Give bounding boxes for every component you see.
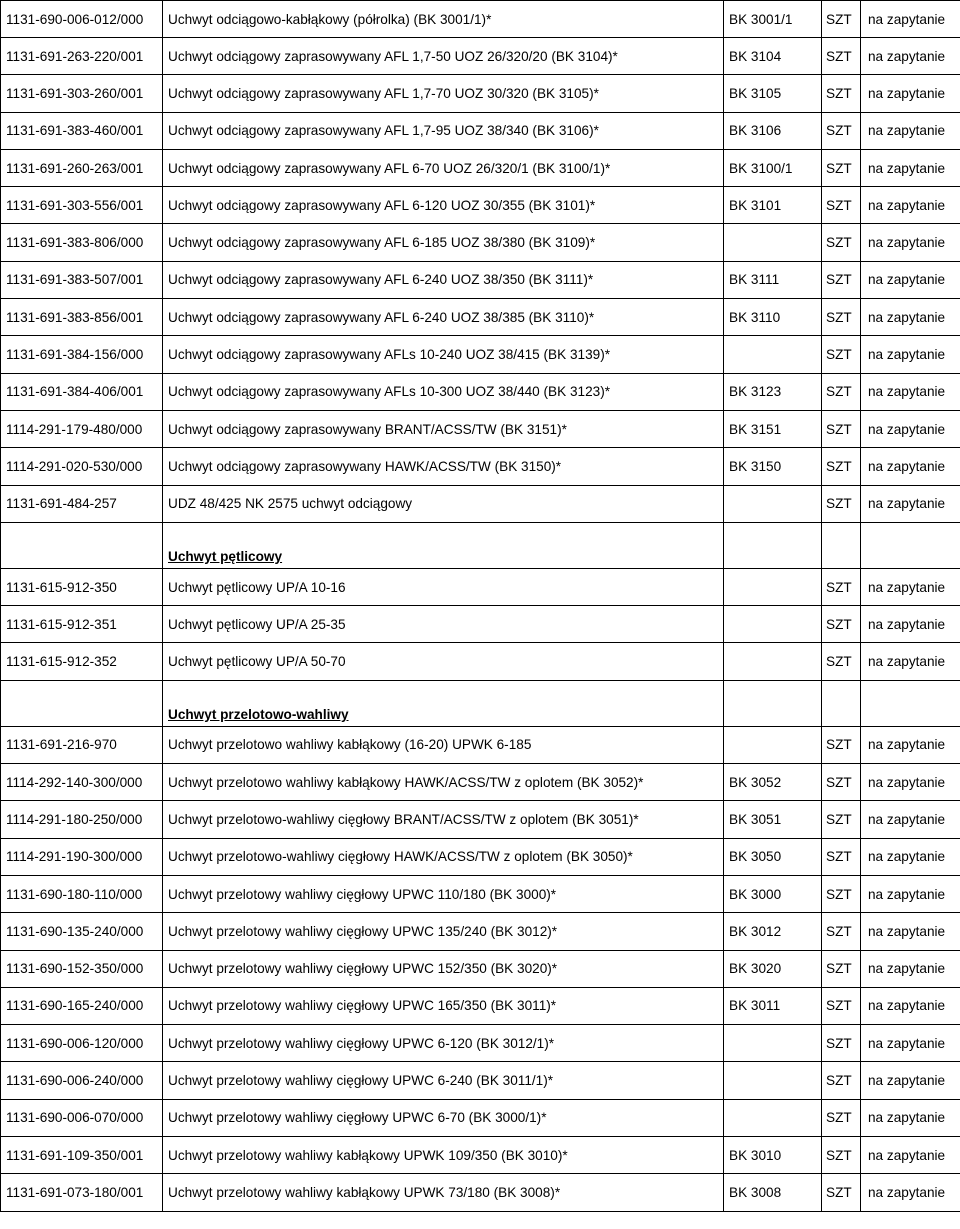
product-name-cell: Uchwyt przelotowo-wahliwy cięgłowy HAWK/ACSS/TW z oplotem (BK 3050)* xyxy=(163,838,724,875)
availability-cell: na zapytanie xyxy=(861,838,960,875)
availability-cell: na zapytanie xyxy=(861,913,960,950)
product-name-cell: Uchwyt pętlicowy UP/A 10-16 xyxy=(163,568,724,605)
product-name-cell: Uchwyt przelotowy wahliwy cięgłowy UPWC 152/350 (BK 3020)* xyxy=(163,950,724,987)
table-row xyxy=(1,373,960,410)
availability-cell: na zapytanie xyxy=(861,149,960,186)
availability-cell: na zapytanie xyxy=(861,1062,960,1099)
unit-cell: SZT xyxy=(822,224,861,261)
product-name-cell: Uchwyt przelotowy wahliwy cięgłowy UPWC 6-240 (BK 3011/1)* xyxy=(163,1062,724,1099)
availability-cell: na zapytanie xyxy=(861,38,960,75)
availability-cell: na zapytanie xyxy=(861,224,960,261)
table-row xyxy=(1,1025,960,1062)
empty-cell xyxy=(724,522,822,568)
unit-cell: SZT xyxy=(822,485,861,522)
unit-cell: SZT xyxy=(822,299,861,336)
section-header-row xyxy=(1,680,960,726)
unit-cell: SZT xyxy=(822,261,861,298)
table-row xyxy=(1,224,960,261)
reference-cell xyxy=(724,485,822,522)
table-row xyxy=(1,726,960,763)
reference-cell xyxy=(724,224,822,261)
availability-cell: na zapytanie xyxy=(861,75,960,112)
unit-cell: SZT xyxy=(822,643,861,680)
section-header-row xyxy=(1,522,960,568)
unit-cell: SZT xyxy=(822,448,861,485)
unit-cell: SZT xyxy=(822,950,861,987)
product-name-cell: Uchwyt przelotowy wahliwy kabłąkowy UPWK 109/350 (BK 3010)* xyxy=(163,1137,724,1174)
table-row xyxy=(1,913,960,950)
reference-cell: BK 3123 xyxy=(724,373,822,410)
empty-cell xyxy=(1,522,163,568)
product-name-cell: Uchwyt przelotowy wahliwy cięgłowy UPWC 165/350 (BK 3011)* xyxy=(163,987,724,1024)
reference-cell: BK 3011 xyxy=(724,987,822,1024)
product-code-cell: 1114-291-180-250/000 xyxy=(1,801,163,838)
table-row xyxy=(1,643,960,680)
availability-cell: na zapytanie xyxy=(861,112,960,149)
availability-cell: na zapytanie xyxy=(861,410,960,447)
empty-cell xyxy=(1,680,163,726)
availability-cell: na zapytanie xyxy=(861,448,960,485)
table-row xyxy=(1,187,960,224)
unit-cell: SZT xyxy=(822,410,861,447)
product-code-cell: 1131-690-135-240/000 xyxy=(1,913,163,950)
product-name-cell: Uchwyt odciągowy zaprasowywany HAWK/ACSS/TW (BK 3150)* xyxy=(163,448,724,485)
availability-cell: na zapytanie xyxy=(861,1137,960,1174)
product-name-cell: Uchwyt przelotowy wahliwy cięgłowy UPWC 6-120 (BK 3012/1)* xyxy=(163,1025,724,1062)
table-row xyxy=(1,606,960,643)
product-name-cell: Uchwyt odciągowy zaprasowywany AFL 1,7-70 UOZ 30/320 (BK 3105)* xyxy=(163,75,724,112)
unit-cell: SZT xyxy=(822,1099,861,1136)
unit-cell: SZT xyxy=(822,987,861,1024)
table-row xyxy=(1,1174,960,1211)
product-code-cell: 1114-291-020-530/000 xyxy=(1,448,163,485)
reference-cell: BK 3151 xyxy=(724,410,822,447)
reference-cell: BK 3051 xyxy=(724,801,822,838)
table-row xyxy=(1,1062,960,1099)
reference-cell: BK 3105 xyxy=(724,75,822,112)
reference-cell xyxy=(724,643,822,680)
reference-cell: BK 3012 xyxy=(724,913,822,950)
unit-cell: SZT xyxy=(822,801,861,838)
product-code-cell: 1131-615-912-352 xyxy=(1,643,163,680)
product-name-cell: Uchwyt odciągowy zaprasowywany AFL 6-240 UOZ 38/350 (BK 3111)* xyxy=(163,261,724,298)
table-row xyxy=(1,568,960,605)
product-name-cell: Uchwyt odciągowy zaprasowywany AFL 6-70 UOZ 26/320/1 (BK 3100/1)* xyxy=(163,149,724,186)
empty-cell xyxy=(822,522,861,568)
unit-cell: SZT xyxy=(822,568,861,605)
availability-cell: na zapytanie xyxy=(861,875,960,912)
unit-cell: SZT xyxy=(822,1025,861,1062)
reference-cell: BK 3000 xyxy=(724,875,822,912)
reference-cell xyxy=(724,568,822,605)
product-code-cell: 1131-691-384-406/001 xyxy=(1,373,163,410)
empty-cell xyxy=(861,680,960,726)
availability-cell: na zapytanie xyxy=(861,1,960,38)
reference-cell: BK 3100/1 xyxy=(724,149,822,186)
reference-cell xyxy=(724,1025,822,1062)
table-row xyxy=(1,950,960,987)
unit-cell: SZT xyxy=(822,112,861,149)
availability-cell: na zapytanie xyxy=(861,726,960,763)
product-code-cell: 1131-691-073-180/001 xyxy=(1,1174,163,1211)
reference-cell: BK 3052 xyxy=(724,764,822,801)
product-code-cell: 1131-691-109-350/001 xyxy=(1,1137,163,1174)
empty-cell xyxy=(861,522,960,568)
product-code-cell: 1131-691-383-507/001 xyxy=(1,261,163,298)
reference-cell xyxy=(724,1062,822,1099)
product-code-cell: 1131-690-180-110/000 xyxy=(1,875,163,912)
product-name-cell: Uchwyt odciągowy zaprasowywany AFLs 10-240 UOZ 38/415 (BK 3139)* xyxy=(163,336,724,373)
unit-cell: SZT xyxy=(822,1174,861,1211)
availability-cell: na zapytanie xyxy=(861,801,960,838)
product-code-cell: 1131-691-303-260/001 xyxy=(1,75,163,112)
product-code-cell: 1131-690-006-240/000 xyxy=(1,1062,163,1099)
unit-cell: SZT xyxy=(822,373,861,410)
product-name-cell: Uchwyt przelotowy wahliwy kabłąkowy UPWK 73/180 (BK 3008)* xyxy=(163,1174,724,1211)
product-name-cell: UDZ 48/425 NK 2575 uchwyt odciągowy xyxy=(163,485,724,522)
availability-cell: na zapytanie xyxy=(861,643,960,680)
product-name-cell: Uchwyt przelotowo wahliwy kabłąkowy HAWK/ACSS/TW z oplotem (BK 3052)* xyxy=(163,764,724,801)
table-row xyxy=(1,485,960,522)
product-code-cell: 1131-691-484-257 xyxy=(1,485,163,522)
reference-cell xyxy=(724,336,822,373)
product-code-cell: 1131-690-006-120/000 xyxy=(1,1025,163,1062)
product-name-cell: Uchwyt przelotowy wahliwy cięgłowy UPWC 110/180 (BK 3000)* xyxy=(163,875,724,912)
product-name-cell: Uchwyt odciągowy zaprasowywany AFL 6-185 UOZ 38/380 (BK 3109)* xyxy=(163,224,724,261)
table-row xyxy=(1,410,960,447)
product-name-cell: Uchwyt przelotowy wahliwy cięgłowy UPWC 6-70 (BK 3000/1)* xyxy=(163,1099,724,1136)
unit-cell: SZT xyxy=(822,838,861,875)
reference-cell: BK 3101 xyxy=(724,187,822,224)
empty-cell xyxy=(822,680,861,726)
product-code-cell: 1131-691-384-156/000 xyxy=(1,336,163,373)
product-code-cell: 1131-690-152-350/000 xyxy=(1,950,163,987)
reference-cell xyxy=(724,726,822,763)
product-code-cell: 1114-291-179-480/000 xyxy=(1,410,163,447)
availability-cell: na zapytanie xyxy=(861,261,960,298)
table-row xyxy=(1,112,960,149)
reference-cell: BK 3010 xyxy=(724,1137,822,1174)
unit-cell: SZT xyxy=(822,764,861,801)
product-code-cell: 1131-691-260-263/001 xyxy=(1,149,163,186)
product-name-cell: Uchwyt odciągowy zaprasowywany AFL 1,7-95 UOZ 38/340 (BK 3106)* xyxy=(163,112,724,149)
product-name-cell: Uchwyt odciągowo-kabłąkowy (półrolka) (BK 3001/1)* xyxy=(163,1,724,38)
reference-cell: BK 3110 xyxy=(724,299,822,336)
unit-cell: SZT xyxy=(822,875,861,912)
section-title: Uchwyt przelotowo-wahliwy xyxy=(163,680,724,726)
unit-cell: SZT xyxy=(822,75,861,112)
reference-cell: BK 3104 xyxy=(724,38,822,75)
availability-cell: na zapytanie xyxy=(861,1099,960,1136)
availability-cell: na zapytanie xyxy=(861,1025,960,1062)
product-name-cell: Uchwyt odciągowy zaprasowywany AFL 6-240 UOZ 38/385 (BK 3110)* xyxy=(163,299,724,336)
table-row xyxy=(1,75,960,112)
product-code-cell: 1131-690-006-012/000 xyxy=(1,1,163,38)
unit-cell: SZT xyxy=(822,1062,861,1099)
availability-cell: na zapytanie xyxy=(861,187,960,224)
product-code-cell: 1131-691-216-970 xyxy=(1,726,163,763)
table-row xyxy=(1,448,960,485)
reference-cell: BK 3020 xyxy=(724,950,822,987)
product-name-cell: Uchwyt odciągowy zaprasowywany AFL 1,7-50 UOZ 26/320/20 (BK 3104)* xyxy=(163,38,724,75)
unit-cell: SZT xyxy=(822,913,861,950)
availability-cell: na zapytanie xyxy=(861,764,960,801)
unit-cell: SZT xyxy=(822,726,861,763)
reference-cell: BK 3050 xyxy=(724,838,822,875)
availability-cell: na zapytanie xyxy=(861,336,960,373)
product-name-cell: Uchwyt przelotowy wahliwy cięgłowy UPWC 135/240 (BK 3012)* xyxy=(163,913,724,950)
product-code-cell: 1131-691-383-806/000 xyxy=(1,224,163,261)
table-row xyxy=(1,1099,960,1136)
reference-cell: BK 3008 xyxy=(724,1174,822,1211)
reference-cell: BK 3150 xyxy=(724,448,822,485)
unit-cell: SZT xyxy=(822,38,861,75)
unit-cell: SZT xyxy=(822,149,861,186)
unit-cell: SZT xyxy=(822,1137,861,1174)
availability-cell: na zapytanie xyxy=(861,568,960,605)
table-row xyxy=(1,299,960,336)
product-code-cell: 1114-291-190-300/000 xyxy=(1,838,163,875)
table-row xyxy=(1,801,960,838)
reference-cell: BK 3111 xyxy=(724,261,822,298)
product-name-cell: Uchwyt odciągowy zaprasowywany AFL 6-120 UOZ 30/355 (BK 3101)* xyxy=(163,187,724,224)
product-code-cell: 1131-691-263-220/001 xyxy=(1,38,163,75)
availability-cell: na zapytanie xyxy=(861,485,960,522)
product-name-cell: Uchwyt przelotowo-wahliwy cięgłowy BRANT/ACSS/TW z oplotem (BK 3051)* xyxy=(163,801,724,838)
product-code-cell: 1131-690-165-240/000 xyxy=(1,987,163,1024)
unit-cell: SZT xyxy=(822,187,861,224)
product-code-cell: 1131-615-912-351 xyxy=(1,606,163,643)
product-code-cell: 1131-691-303-556/001 xyxy=(1,187,163,224)
table-row xyxy=(1,1137,960,1174)
table-row xyxy=(1,987,960,1024)
table-row xyxy=(1,764,960,801)
reference-cell: BK 3106 xyxy=(724,112,822,149)
product-code-cell: 1131-691-383-460/001 xyxy=(1,112,163,149)
reference-cell xyxy=(724,606,822,643)
reference-cell: BK 3001/1 xyxy=(724,1,822,38)
product-code-cell: 1131-615-912-350 xyxy=(1,568,163,605)
product-code-cell: 1114-292-140-300/000 xyxy=(1,764,163,801)
product-code-cell: 1131-691-383-856/001 xyxy=(1,299,163,336)
product-name-cell: Uchwyt pętlicowy UP/A 25-35 xyxy=(163,606,724,643)
product-name-cell: Uchwyt przelotowo wahliwy kabłąkowy (16-20) UPWK 6-185 xyxy=(163,726,724,763)
product-name-cell: Uchwyt odciągowy zaprasowywany BRANT/ACSS/TW (BK 3151)* xyxy=(163,410,724,447)
table-row xyxy=(1,38,960,75)
availability-cell: na zapytanie xyxy=(861,606,960,643)
unit-cell: SZT xyxy=(822,606,861,643)
table-row xyxy=(1,261,960,298)
product-code-cell: 1131-690-006-070/000 xyxy=(1,1099,163,1136)
product-name-cell: Uchwyt pętlicowy UP/A 50-70 xyxy=(163,643,724,680)
availability-cell: na zapytanie xyxy=(861,373,960,410)
empty-cell xyxy=(724,680,822,726)
unit-cell: SZT xyxy=(822,1,861,38)
table-row xyxy=(1,149,960,186)
section-title: Uchwyt pętlicowy xyxy=(163,522,724,568)
product-name-cell: Uchwyt odciągowy zaprasowywany AFLs 10-300 UOZ 38/440 (BK 3123)* xyxy=(163,373,724,410)
table-row xyxy=(1,838,960,875)
availability-cell: na zapytanie xyxy=(861,1174,960,1211)
product-table-body xyxy=(1,1,960,1212)
reference-cell xyxy=(724,1099,822,1136)
table-row xyxy=(1,875,960,912)
availability-cell: na zapytanie xyxy=(861,987,960,1024)
availability-cell: na zapytanie xyxy=(861,950,960,987)
availability-cell: na zapytanie xyxy=(861,299,960,336)
table-row xyxy=(1,1,960,38)
table-row xyxy=(1,336,960,373)
unit-cell: SZT xyxy=(822,336,861,373)
